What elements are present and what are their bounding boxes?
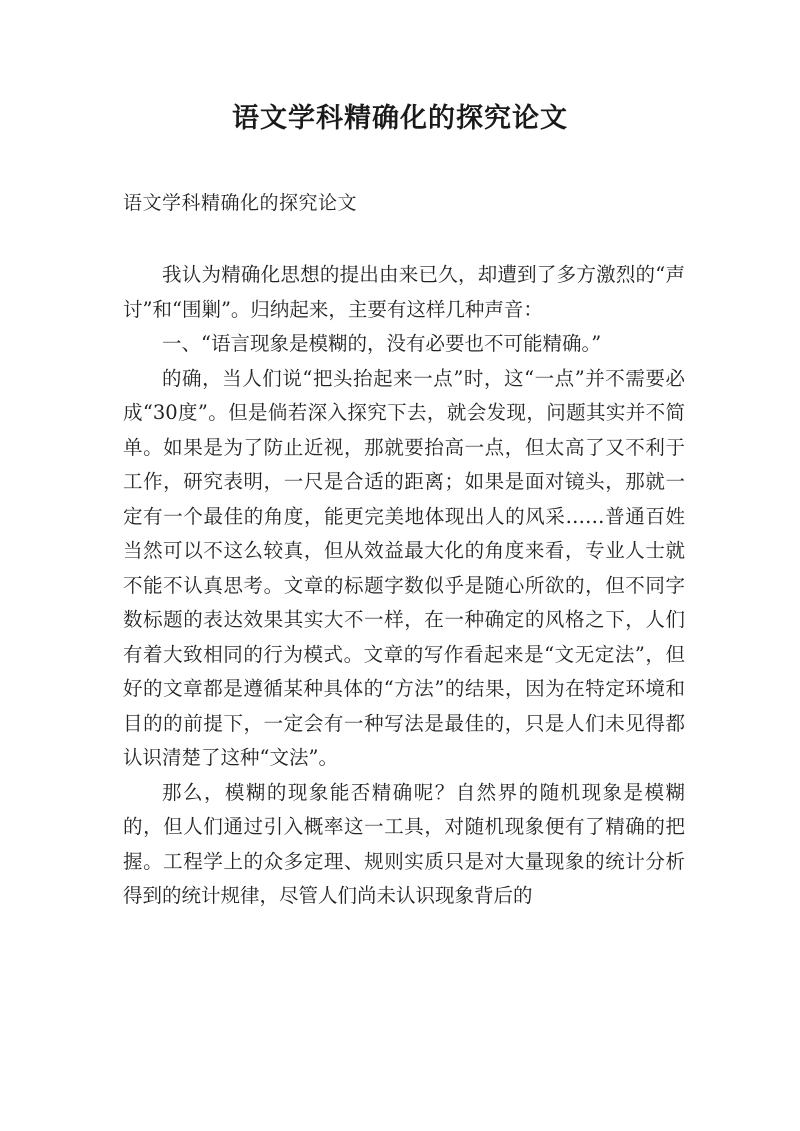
paragraph-2: 一、“语言现象是模糊的，没有必要也不可能精确。” [162, 332, 602, 355]
paragraph-4: 那么，模糊的现象能否精确呢？自然界的随机现象是模糊的，但人们通过引入概率这一工具，对随机现象便有了精确的把握。工程学上的众多定理、规则实质只是对大量现象的统计分析得到的统计规律，尽管人们尚未认识现象背后的 [123, 780, 685, 907]
document-title: 语文学科精确化的探究论文 [232, 103, 568, 134]
paragraph-3: 的确，当人们说“把头抬起来一点”时，这“一点”并不需要必成“30度”。但是倘若深入探究下去，就会发现，问题其实并不简单。如果是为了防止近视，那就要抬高一点，但太高了又不利于工作，研究表明，一尺是合适的距离；如果是面对镜头，那就一定有一个最佳的角度，能更完美地体现出人的风采……普通百姓当然可以不这么较真，但从效益最大化的角度来看，专业人士就不能不认真思考。文章的标题字数似乎是随心所欲的，但不同字数标题的表达效果其实大不一样，在一种确定的风格之下，人们有着大致相同的行为模式。文章的写作看起来是“文无定法”，但好的文章都是遵循某种具体的“方法”的结果，因为在特定环境和目的的前提下，一定会有一种写法是最佳的，只是人们未见得都认识清楚了这种“文法”。 [123, 366, 685, 769]
document-subtitle: 语文学科精确化的探究论文 [123, 192, 358, 214]
paragraph-1: 我认为精确化思想的提出由来已久，却遭到了多方激烈的“声讨”和“围剿”。归纳起来，主要有这样几种声音： [123, 263, 685, 321]
document-body [123, 258, 685, 914]
